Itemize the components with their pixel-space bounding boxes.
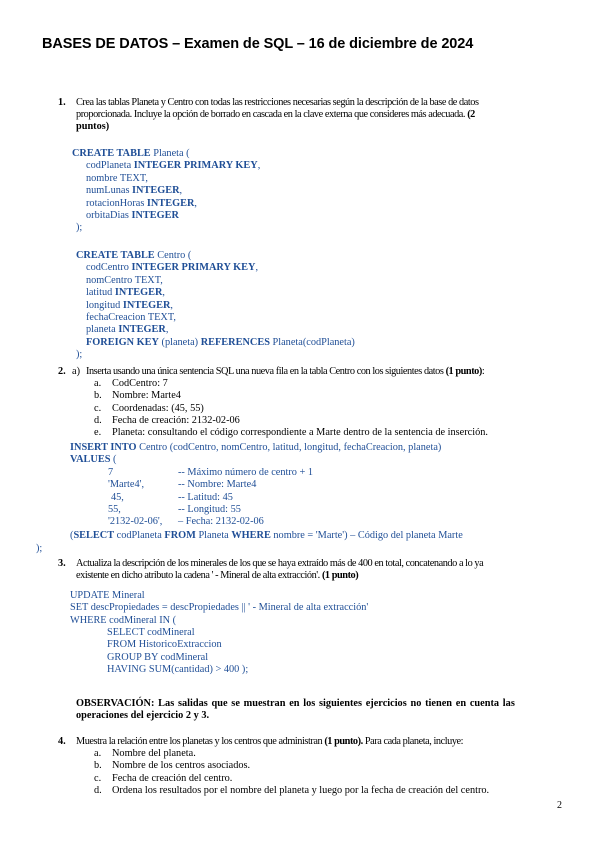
code-line (86, 198, 197, 210)
sql-text: , (170, 299, 173, 311)
question-2-colon: : (481, 366, 485, 377)
sql-text: , (179, 185, 183, 197)
code-line (86, 324, 168, 336)
insert-value: 45, (111, 491, 124, 503)
code-line (86, 287, 165, 299)
sql-text: (planeta) (158, 336, 201, 348)
question-1-line-2-text: proporcionada. Incluye la opción de borrado en cascada en la clave externa que consideres más adecuada. (76, 109, 466, 120)
question-1-number: 1. (58, 97, 66, 108)
question-1-points-a: (2 (467, 109, 475, 120)
sql-keyword: INTEGER (146, 197, 195, 209)
code-line (70, 530, 463, 542)
list-marker: c. (94, 402, 102, 414)
list-marker: d. (94, 784, 102, 796)
insert-value: '2132-02-06', (108, 516, 163, 528)
code-line (76, 222, 82, 234)
question-4-text-body: Muestra la relación entre los planetas y los centros que administran (76, 736, 323, 747)
list-marker: b. (94, 760, 102, 772)
question-2-number: 2. (58, 366, 66, 377)
code-line (86, 312, 176, 324)
code-line (86, 173, 148, 185)
observation-line-1: OBSERVACIÓN: Las salidas que se muestran en los siguientes ejercicios no tienen en cuenta las (76, 698, 515, 709)
sql-keyword: FROM (164, 530, 196, 541)
sql-keyword: INTEGER (122, 299, 171, 311)
sql-keyword: WHERE (231, 530, 271, 541)
insert-comment: -- Longitud: 55 (178, 503, 241, 515)
sql-text: ( (110, 454, 117, 466)
sql-keyword: CREATE TABLE (72, 148, 151, 159)
insert-comment: – Fecha: 2132-02-06 (178, 516, 264, 528)
list-item: Ordena los resultados por el nombre del planeta y luego por la fecha de creación del centro. (112, 784, 490, 796)
sql-keyword: INTEGER PRIMARY KEY (133, 160, 258, 172)
sql-text: ); (76, 222, 83, 234)
sql-keyword: INTEGER PRIMARY KEY (131, 262, 256, 274)
code-line (76, 349, 82, 361)
sql-text: , (194, 197, 197, 209)
code-line (70, 454, 116, 466)
sql-text: Centro (codCentro, nomCentro, latitud, longitud, fechaCreacion, planeta) (136, 442, 442, 453)
question-2-sub-label: a) (72, 366, 80, 377)
sql-text: rotacionHoras (86, 197, 147, 209)
list-marker: a. (94, 748, 102, 759)
code-closing: ); (36, 543, 43, 554)
observation-line-2: operaciones del ejercicio 2 y 3. (76, 710, 210, 721)
sql-text: , (255, 262, 259, 274)
code-line (72, 148, 190, 160)
question-2-text (86, 366, 484, 378)
list-item: Coordenadas: (45, 55) (112, 402, 204, 414)
list-item: Nombre de los centros asociados. (112, 760, 251, 772)
sql-text: nombre TEXT, (86, 172, 148, 184)
question-4-text (76, 736, 463, 748)
code-line (86, 185, 182, 197)
question-1-line-2 (76, 109, 475, 121)
sql-text: fechaCreacion TEXT, (86, 312, 176, 323)
sql-text: numLunas (86, 185, 133, 197)
sql-keyword: REFERENCES (200, 336, 270, 348)
question-4-number: 4. (58, 736, 66, 747)
code-line (76, 250, 191, 262)
page-number: 2 (557, 800, 562, 811)
code-line (86, 210, 179, 222)
code-line (70, 442, 441, 454)
sql-keyword: INTEGER (131, 210, 179, 221)
question-3-points: (1 punto) (321, 570, 359, 581)
list-item: Nombre: Marte4 (112, 390, 181, 402)
insert-value: 7 (108, 467, 114, 478)
question-1-line-1: Crea las tablas Planeta y Centro con todas las restricciones necesarias según la descripción de la base de datos (76, 97, 479, 108)
sql-text: nombre = 'Marte') – Código del planeta Marte (270, 530, 463, 541)
sql-text: , (162, 287, 165, 299)
insert-comment: -- Nombre: Marte4 (178, 479, 257, 491)
sql-text: codPlaneta (86, 160, 134, 172)
question-3-line-1: Actualiza la descripción de los minerales de los que se haya extraído más de 400 en total, concatenando a lo ya (76, 558, 484, 569)
sql-text: ); (76, 349, 83, 361)
sql-text: Planeta ( (150, 148, 190, 159)
sql-text: Centro ( (154, 250, 192, 261)
list-marker: e. (94, 427, 102, 439)
sql-text: longitud (86, 299, 123, 311)
insert-comment: -- Latitud: 45 (178, 491, 233, 503)
code-line (86, 160, 260, 172)
sql-text: latitud (86, 287, 115, 299)
sql-text: Planeta (195, 530, 232, 541)
sql-keyword: VALUES (70, 454, 111, 466)
insert-comment: -- Máximo número de centro + 1 (178, 467, 314, 478)
code-line: GROUP BY codMineral (107, 651, 209, 663)
list-item: Planeta: consultando el código correspondiente a Marte dentro de la sentencia de inserción. (112, 427, 488, 439)
page-title: BASES DE DATOS – Examen de SQL – 16 de diciembre de 2024 (42, 36, 474, 52)
sql-text: planeta (86, 324, 119, 336)
sql-text: nomCentro TEXT, (86, 274, 163, 286)
question-3-line-2-text: existente en dicho atributo la cadena ' - Mineral de alta extracción'. (76, 570, 320, 581)
question-3-number: 3. (58, 558, 66, 569)
sql-keyword: FOREIGN KEY (86, 336, 159, 348)
code-line: SELECT codMineral (107, 626, 195, 638)
list-marker: b. (94, 390, 102, 402)
code-line: WHERE codMineral IN ( (70, 614, 177, 626)
question-1-points-b: puntos) (76, 121, 110, 132)
sql-text: Planeta(codPlaneta) (269, 336, 355, 348)
insert-value: 'Marte4', (108, 479, 145, 491)
sql-keyword: INSERT INTO (70, 442, 137, 453)
sql-keyword: INTEGER (132, 185, 180, 197)
question-4-points: (1 punto). (324, 736, 363, 747)
question-4-text-tail: Para cada planeta, incluye: (364, 736, 464, 747)
insert-value: 55, (108, 503, 121, 515)
sql-keyword: CREATE TABLE (76, 250, 155, 261)
list-marker: d. (94, 414, 102, 426)
sql-keyword: INTEGER (118, 324, 166, 336)
list-item: Nombre del planeta. (112, 748, 196, 759)
list-marker: c. (94, 772, 102, 784)
code-line: UPDATE Mineral (70, 590, 145, 601)
code-line (86, 275, 163, 287)
code-line (86, 300, 173, 312)
list-marker: a. (94, 378, 102, 389)
code-line (86, 262, 258, 274)
sql-text: orbitaDias (86, 210, 132, 221)
code-line: SET descPropiedades = descPropiedades || ' - Mineral de alta extracción' (70, 602, 369, 614)
sql-keyword: INTEGER (114, 287, 163, 299)
list-item: CodCentro: 7 (112, 378, 168, 389)
list-item: Fecha de creación: 2132-02-06 (112, 414, 240, 426)
list-item: Fecha de creación del centro. (112, 772, 233, 784)
sql-text: , (257, 160, 261, 172)
code-line (86, 337, 355, 349)
sql-text: codCentro (86, 262, 132, 274)
question-2-points: (1 punto) (445, 366, 482, 377)
sql-text: ( (70, 530, 74, 541)
question-2-text-body: Inserta usando una única sentencia SQL una nueva fila en la tabla Centro con los siguientes datos (86, 366, 444, 377)
sql-text: , (165, 324, 169, 336)
question-3-line-2 (76, 570, 358, 582)
sql-text: codPlaneta (114, 530, 165, 541)
code-line: HAVING SUM(cantidad) > 400 ); (107, 663, 249, 675)
sql-keyword: SELECT (73, 530, 115, 541)
code-line: FROM HistoricoExtraccion (107, 639, 222, 651)
